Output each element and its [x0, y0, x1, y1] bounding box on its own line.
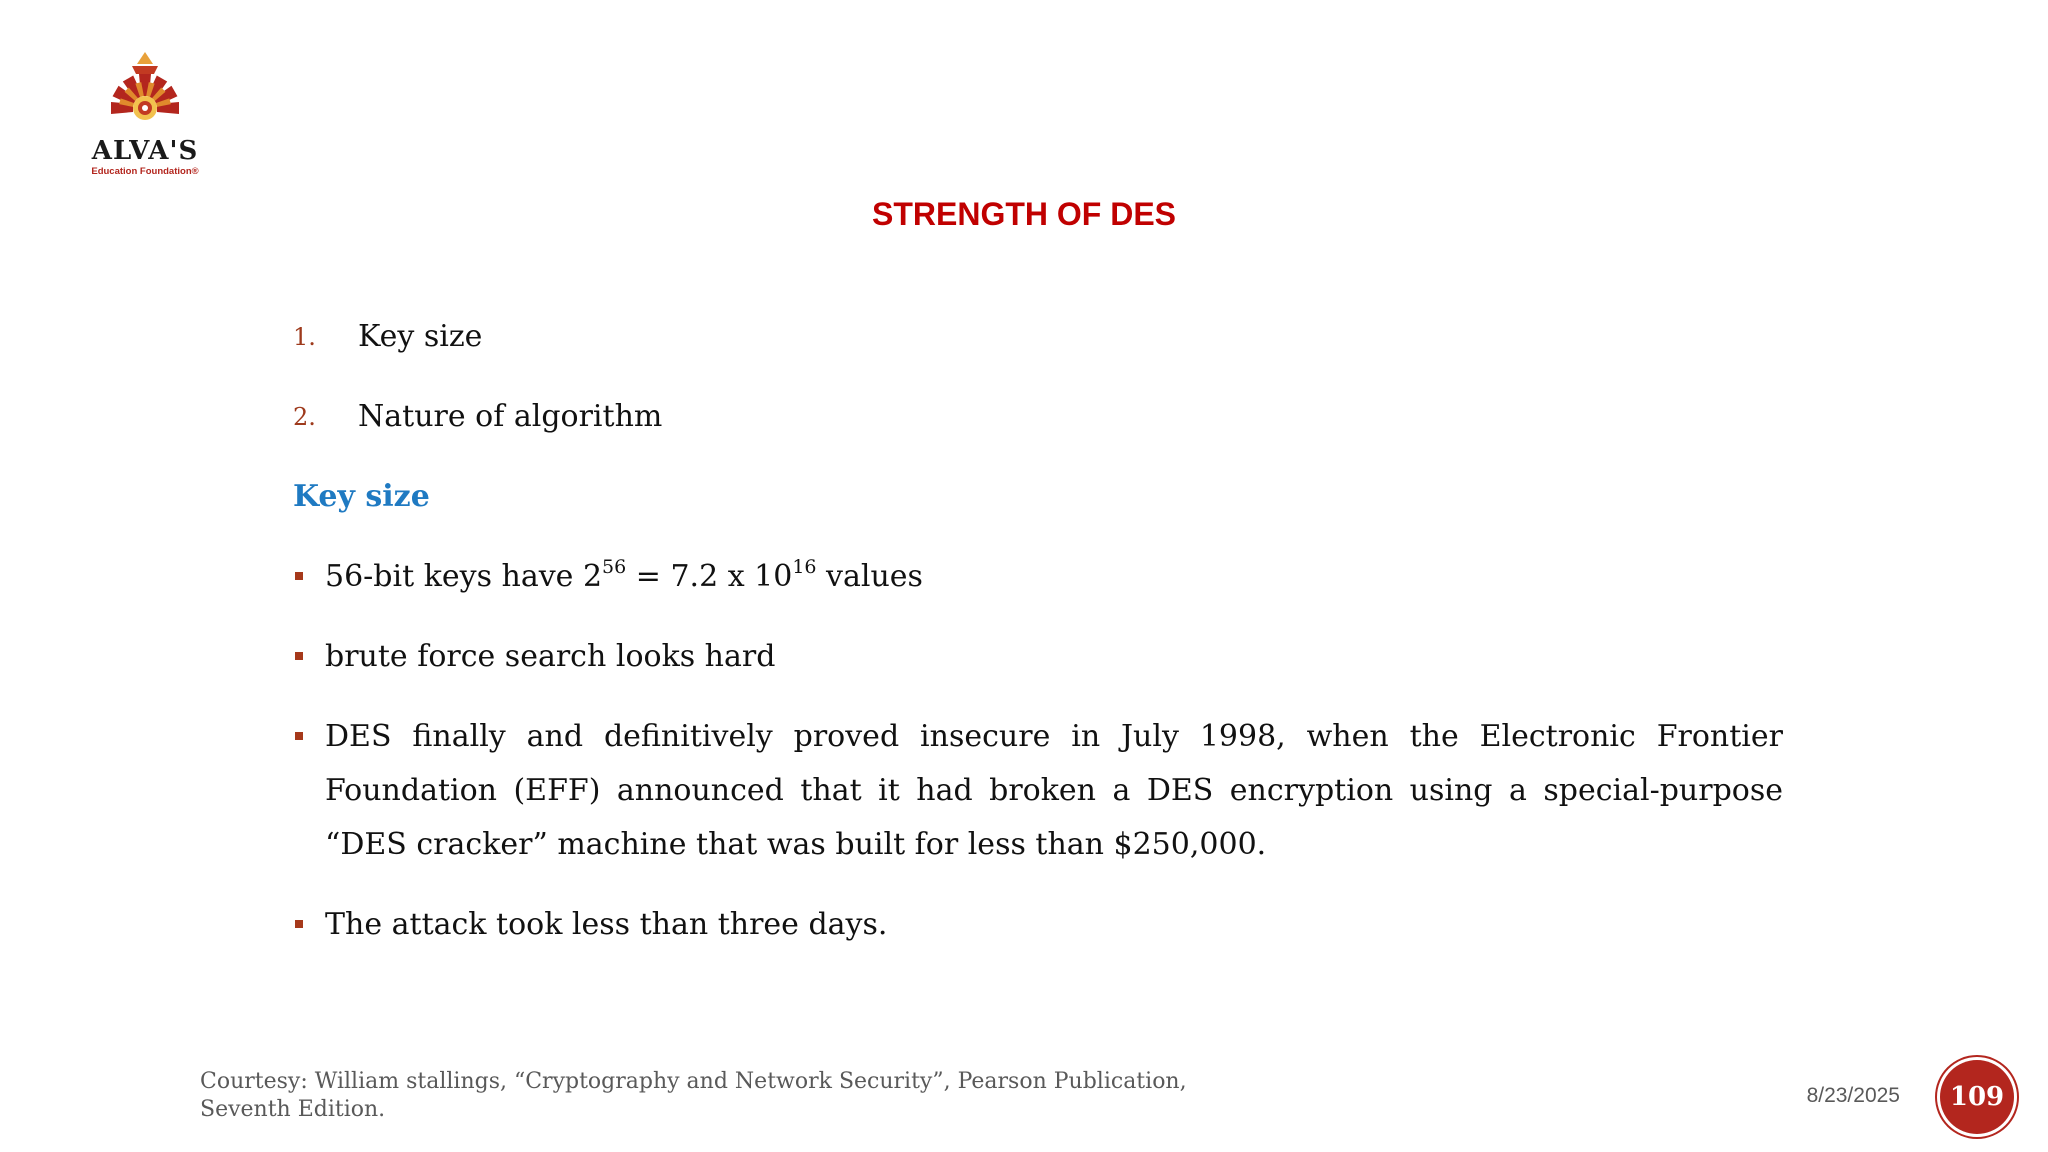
bullet-item	[293, 630, 1783, 684]
bullet-item	[293, 898, 1783, 952]
section-subheading: Key size	[293, 479, 430, 514]
slide-date: 8/23/2025	[1806, 1084, 1900, 1107]
list-number: 1.	[293, 323, 316, 351]
numbered-item	[293, 390, 1783, 444]
courtesy-note	[200, 1068, 1200, 1124]
exponent: 56	[602, 556, 627, 578]
courtesy-line: Courtesy: William stallings, “Cryptography and Network Security”, Pearson Publication,	[200, 1069, 1187, 1094]
numbered-item	[293, 310, 1783, 364]
alvas-logo	[70, 48, 220, 178]
list-item-text: Nature of algorithm	[358, 399, 663, 434]
square-bullet-icon	[295, 652, 303, 660]
square-bullet-icon	[295, 732, 303, 740]
courtesy-line: Seventh Edition.	[200, 1097, 386, 1122]
square-bullet-icon	[295, 920, 303, 928]
square-bullet-icon	[295, 572, 303, 580]
bullet-text-part: = 7.2 x 10	[626, 559, 793, 594]
bullet-text: The attack took less than three days.	[325, 907, 888, 942]
bullet-text: brute force search looks hard	[325, 639, 776, 674]
logo-tagline: Education Foundation®	[91, 166, 199, 177]
slide-content	[293, 310, 1783, 978]
bullet-text: DES finally and definitively proved insecure in July 1998, when the Electronic Frontier Foundation (EFF) announced that it had broken a DES encryption using a special-purpose “DES cracker” machine that was built for less than $250,000.	[325, 719, 1783, 862]
slide-title: STRENGTH OF DES	[871, 196, 1176, 232]
bullet-text-part: 56-bit keys have 2	[325, 559, 603, 594]
logo-emblem-icon	[70, 48, 220, 138]
bullet-text-part: values	[816, 559, 923, 594]
list-item-text: Key size	[358, 319, 483, 354]
bullet-item	[293, 550, 1783, 604]
bullet-item	[293, 710, 1783, 872]
exponent: 16	[792, 556, 817, 578]
list-number: 2.	[293, 403, 316, 431]
page-number-badge: 109	[1940, 1060, 2014, 1134]
logo-wordmark: ALVA'S	[91, 136, 199, 166]
